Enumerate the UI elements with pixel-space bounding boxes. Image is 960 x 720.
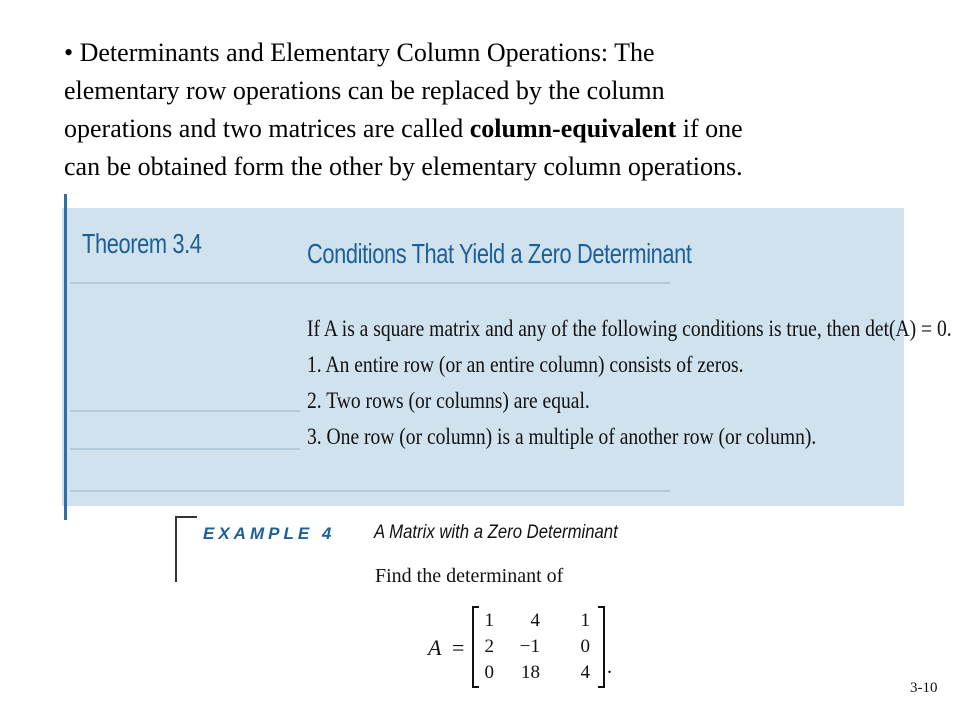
bullet: • (64, 38, 74, 67)
intro-line-3: operations and two matrices are called column-equivalent if one (64, 114, 743, 143)
matrix-cell: 4 (530, 610, 540, 631)
matrix-cell: 2 (484, 636, 494, 657)
matrix-cell: 0 (484, 662, 494, 683)
equals-sign: = (452, 635, 465, 660)
matrix (472, 606, 612, 688)
theorem-item: 1. An entire row (or an entire column) consists of zeros. (307, 352, 744, 377)
bleed-through-line (70, 282, 670, 284)
matrix-cell: 4 (580, 662, 590, 683)
matrix-cell: 1 (484, 610, 494, 631)
intro-line-2: elementary row operations can be replaced by the column (64, 76, 665, 105)
theorem-item: 3. One row (or column) is a multiple of another row (or column). (307, 424, 817, 449)
example-label: EXAMPLE 4 (203, 524, 336, 543)
matrix-right-bracket (598, 606, 605, 688)
theorem-rule (64, 194, 67, 520)
theorem-statement: If A is a square matrix and any of the following conditions is true, then det(A) = 0. (307, 316, 952, 341)
theorem-body (307, 313, 952, 453)
matrix-cell: 0 (580, 636, 590, 657)
intro-paragraph (64, 34, 924, 186)
bleed-through-line (70, 490, 670, 492)
matrix-cell: 18 (521, 662, 540, 683)
theorem-label: Theorem 3.4 (82, 228, 202, 259)
matrix-cell: 1 (580, 610, 590, 631)
theorem-title: Conditions That Yield a Zero Determinant (307, 238, 692, 269)
matrix-name: A (428, 635, 442, 660)
example-title: A Matrix with a Zero Determinant (374, 522, 618, 543)
intro-line-4: can be obtained form the other by elementary column operations. (64, 152, 743, 181)
example-bracket (175, 516, 197, 518)
bleed-through-line (70, 410, 300, 412)
theorem-item: 2. Two rows (or columns) are equal. (307, 388, 590, 413)
example-bracket (175, 516, 177, 582)
bleed-through-line (70, 448, 300, 450)
term-column-equivalent: column-equivalent (469, 114, 677, 143)
example-prompt: Find the determinant of (375, 565, 564, 587)
matrix-cell: −1 (519, 636, 540, 657)
matrix-period: . (607, 656, 612, 678)
slide-number: 3-10 (910, 680, 938, 696)
intro-line-1: • Determinants and Elementary Column Operations: The (64, 38, 655, 67)
